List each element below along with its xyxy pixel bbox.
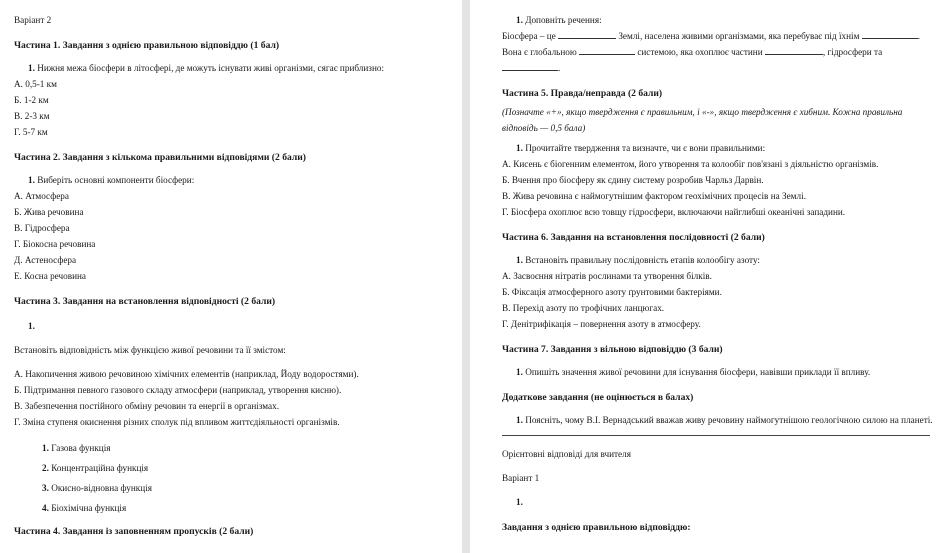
fill-line-3	[502, 60, 930, 76]
statement-option: Г. Біосфера охоплює всю товщу гідросфери, включаючи найглибші океанічні западини.	[502, 207, 846, 217]
document-page-right	[470, 0, 940, 553]
sequence-option: В. Перехід азоту по трофічних ланцюгах.	[502, 303, 665, 313]
answer-option: Б. Жива речовина	[14, 207, 84, 217]
statement-option: Б. Вчення про біосферу як єдину систему розробив Чарльз Дарвін.	[502, 175, 764, 185]
part2-question	[28, 172, 454, 188]
part6-question	[516, 252, 930, 268]
page-gutter	[462, 0, 470, 553]
fill-text: , гідросфери та	[822, 47, 883, 57]
question-text: Опишіть значення живої речовини для існування біосфери, навівши приклади її впливу.	[525, 367, 871, 377]
fill-line-1	[502, 28, 930, 44]
fill-text: Вона є глобальною	[502, 47, 577, 57]
function-text: Газова функція	[51, 443, 111, 453]
section-divider	[502, 435, 930, 436]
fill-text: системою, яка охоплює частини	[637, 47, 763, 57]
function-item	[42, 438, 454, 458]
extra-heading: Додаткове завдання (не оцінюється в балах)	[502, 392, 694, 403]
answer-option: А. Атмосфера	[14, 191, 69, 201]
matching-statement: Б. Підтримання певного газового складу атмосфери (наприклад, утворення кисню).	[14, 385, 342, 395]
fill-question	[516, 12, 930, 28]
part6-heading: Частина 6. Завдання на встановлення послідовності (2 бали)	[502, 232, 765, 243]
part2-heading: Частина 2. Завдання з кількома правильними відповідями (2 бали)	[14, 152, 306, 163]
part7-question	[516, 364, 930, 380]
question-text: Прочитайте твердження та визначте, чи є вони правильними:	[525, 143, 766, 153]
question-number: 1.	[516, 143, 523, 153]
answer-option: Г. Біокосна речовина	[14, 239, 96, 249]
fill-text: .	[917, 31, 920, 41]
fill-text: .	[558, 63, 561, 73]
function-text: Концентраційна функція	[51, 463, 149, 473]
part3-heading: Частина 3. Завдання на встановлення відповідності (2 бали)	[14, 296, 276, 307]
matching-statement: В. Забезпечення постійного обміну речовин та енергії в організмах.	[14, 401, 280, 411]
question-text: Встановіть правильну послідовність етапів колообігу азоту:	[525, 255, 760, 265]
matching-statement: А. Накопичення живою речовиною хімічних елементів (наприклад, Йоду водоростями).	[14, 369, 359, 379]
question-text: Поясніть, чому В.І. Вернадський вважав живу речовину наймогутнішою геологічною силою на планеті.	[525, 415, 933, 425]
question-number: 1.	[28, 321, 35, 331]
question-number: 1.	[28, 63, 35, 73]
answer-option: А. 0,5-1 км	[14, 79, 57, 89]
sequence-option: Б. Фіксація атмосферного азоту ґрунтовими бактеріями.	[502, 287, 722, 297]
part5-question	[516, 140, 930, 156]
question-number: 1.	[516, 497, 523, 507]
question-number: 1.	[516, 367, 523, 377]
answers-title: Орієнтовні відповіді для вчителя	[502, 449, 631, 459]
sequence-option: Г. Денітрифікація – повернення азоту в атмосферу.	[502, 319, 701, 329]
part1-question	[28, 60, 454, 76]
function-item	[42, 458, 454, 478]
part5-note: (Позначте «+», якщо твердження є правильним, і «-», якщо твердження є хибним. Кожна правильна відповідь — 0,5 бала)	[502, 107, 903, 133]
question-number: 1.	[516, 255, 523, 265]
sequence-option: А. Засвоєння нітратів рослинами та утворення білків.	[502, 271, 712, 281]
function-text: Біохімічна функція	[51, 503, 127, 513]
answer-option: Г. 5-7 км	[14, 127, 48, 137]
part3-instruction: Встановіть відповідність між функцією живої речовини та її змістом:	[14, 345, 286, 355]
answer-option: В. 2-3 км	[14, 111, 50, 121]
question-text: Нижня межа біосфери в літосфері, де можуть існувати живі організми, сягає приблизно:	[37, 63, 385, 73]
answer-option: Б. 1-2 км	[14, 95, 49, 105]
answer-option: Д. Астеносфера	[14, 255, 77, 265]
part1-heading: Частина 1. Завдання з однією правильною відповіддю (1 бал)	[14, 40, 280, 51]
document-page-left	[0, 0, 462, 553]
matching-statement: Г. Зміна ступеня окиснення різних сполук під впливом життєдіяльності організмів.	[14, 417, 340, 427]
function-number: 3.	[42, 483, 49, 493]
question-number: 1.	[28, 175, 35, 185]
answers-heading: Завдання з однією правильною відповіддю:	[502, 522, 691, 533]
fill-text: Землі, населена живими організмами, яка перебуває під їхнім	[618, 31, 860, 41]
part4-heading: Частина 4. Завдання із заповненням пропусків (2 бали)	[14, 526, 254, 537]
fill-blank[interactable]	[765, 45, 823, 55]
fill-blank[interactable]	[579, 45, 635, 55]
variant-label: Варіант 2	[14, 15, 52, 25]
question-number: 1.	[516, 415, 523, 425]
function-item	[42, 478, 454, 498]
fill-blank[interactable]	[558, 29, 616, 39]
function-text: Окисно-відновна функція	[51, 483, 152, 493]
answer-option: Е. Косна речовина	[14, 271, 86, 281]
function-item	[42, 498, 454, 518]
statement-option: А. Кисень є біогенним елементом, його утворення та колообіг пов'язані з діяльністю організмів.	[502, 159, 879, 169]
answers-variant: Варіант 1	[502, 473, 540, 483]
fill-text: Біосфера – це	[502, 31, 556, 41]
question-text: Доповніть речення:	[525, 15, 602, 25]
part5-heading: Частина 5. Правда/неправда (2 бали)	[502, 88, 663, 99]
fill-blank[interactable]	[862, 29, 918, 39]
answer-option: В. Гідросфера	[14, 223, 70, 233]
function-number: 2.	[42, 463, 49, 473]
question-text: Виберіть основні компоненти біосфери:	[37, 175, 195, 185]
function-number: 1.	[42, 443, 49, 453]
extra-question	[516, 412, 933, 428]
part7-heading: Частина 7. Завдання з вільною відповіддю (3 бали)	[502, 344, 723, 355]
fill-line-2	[502, 44, 930, 60]
statement-option: В. Жива речовина є наймогутнішим фактором геохімічних процесів на Землі.	[502, 191, 806, 201]
function-number: 4.	[42, 503, 49, 513]
fill-blank[interactable]	[502, 61, 561, 73]
question-number: 1.	[516, 15, 523, 25]
